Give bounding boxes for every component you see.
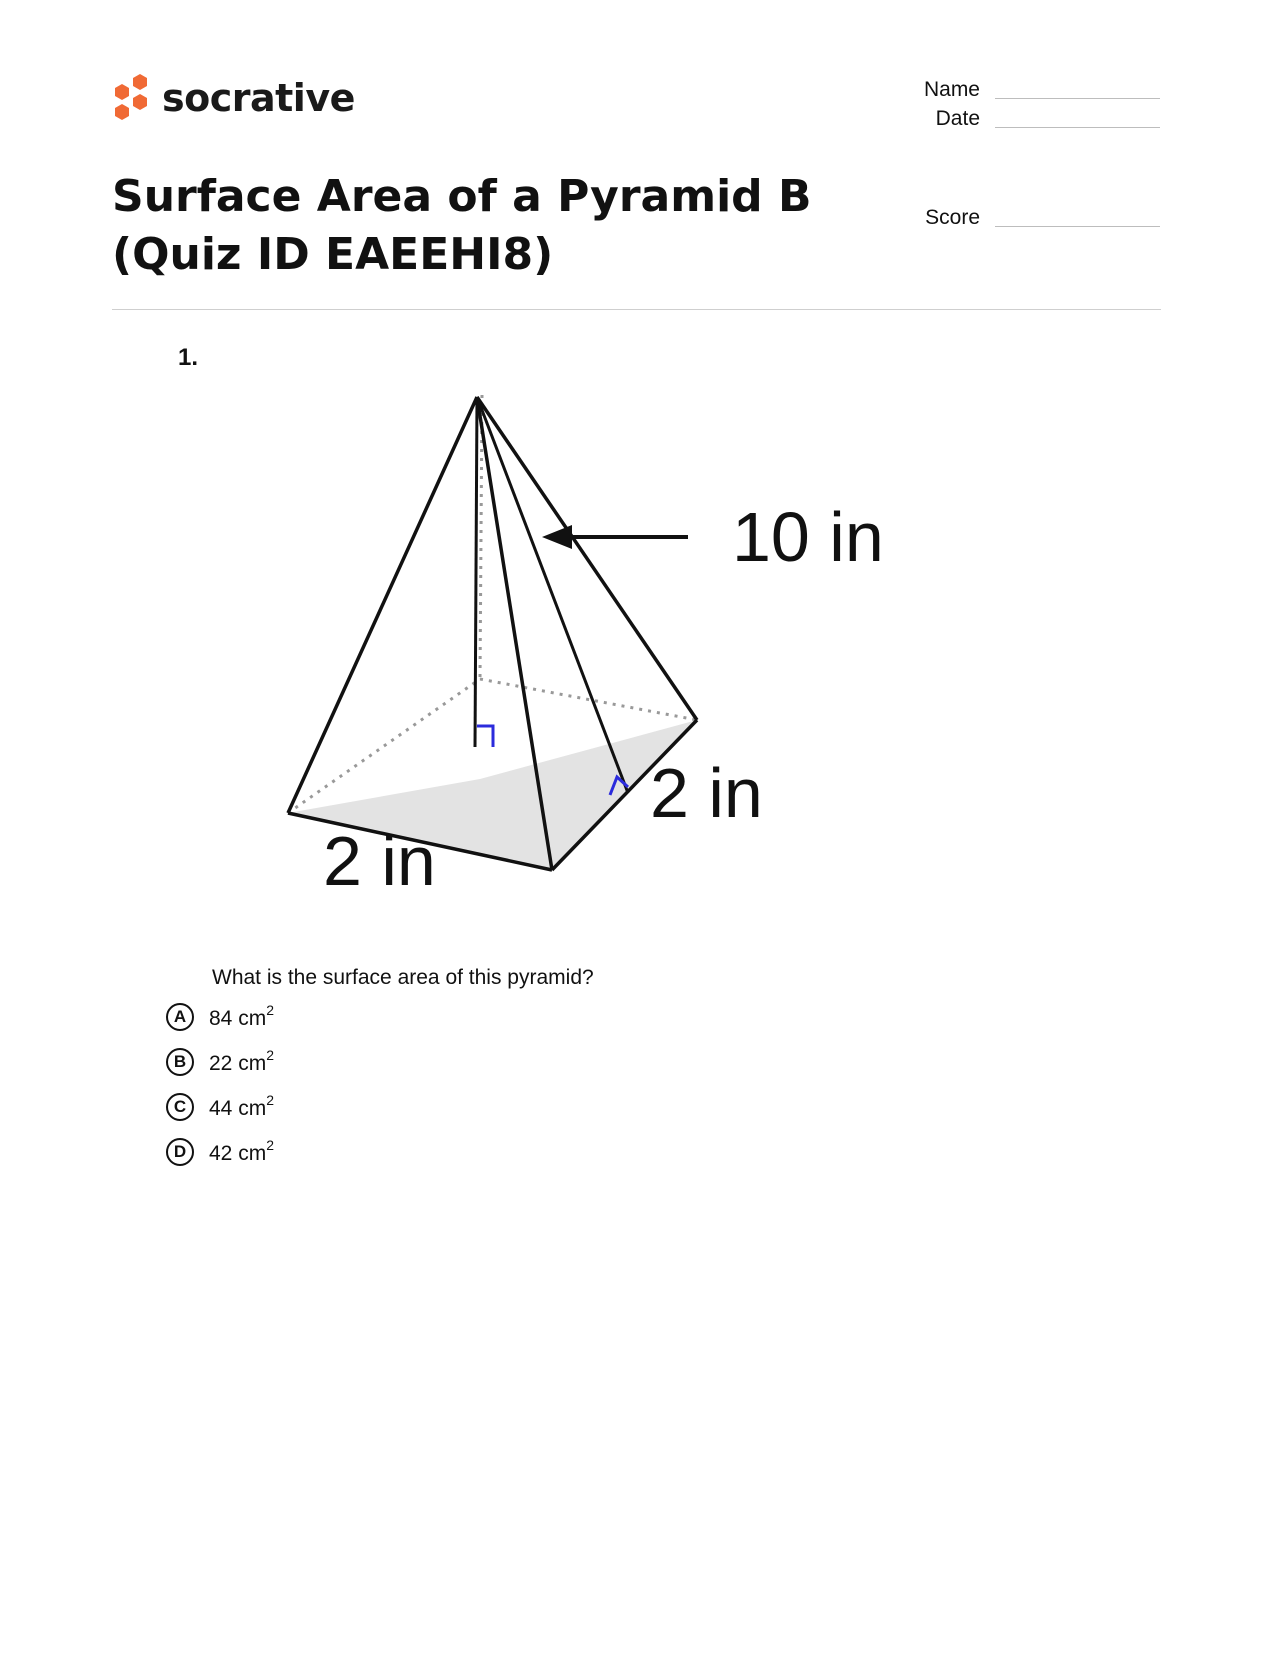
brand-name: socrative <box>162 76 355 120</box>
question-number: 1. <box>178 344 199 371</box>
option-c-value: 44 $cm^2$ <box>209 1091 274 1120</box>
pyramid-figure <box>270 385 950 925</box>
option-d[interactable] <box>166 1135 566 1169</box>
page-title <box>112 168 852 284</box>
slant-arrow-head <box>542 525 572 549</box>
right-side-label: 2 in <box>650 754 763 832</box>
hidden-edge-back-right <box>480 679 697 720</box>
slant-height-label: 10 in <box>732 498 884 576</box>
title-line-1: Surface Area of a Pyramid B <box>112 171 812 222</box>
front-side-label: 2 in <box>323 822 436 900</box>
date-label: Date <box>935 107 980 130</box>
option-b[interactable] <box>166 1045 566 1079</box>
right-angle-marker-height <box>477 726 493 747</box>
name-field[interactable] <box>880 78 1160 104</box>
option-c-bubble[interactable]: C <box>166 1093 194 1121</box>
name-label: Name <box>923 78 980 101</box>
option-a[interactable] <box>166 1000 566 1034</box>
option-b-bubble[interactable]: B <box>166 1048 194 1076</box>
edge-apex-left <box>288 397 477 813</box>
score-label: Score <box>925 206 980 229</box>
score-field[interactable] <box>880 206 1160 232</box>
option-a-value: 84 $cm^2$ <box>209 1001 274 1030</box>
date-field[interactable] <box>880 107 1160 133</box>
height-line <box>475 397 477 747</box>
header-divider <box>112 309 1161 310</box>
slant-height-line <box>477 397 628 793</box>
option-b-value: 22 $cm^2$ <box>209 1046 274 1075</box>
title-line-2: (Quiz ID EAEEHI8) <box>112 229 554 280</box>
score-line <box>995 226 1160 227</box>
option-a-bubble[interactable]: A <box>166 1003 194 1031</box>
option-c[interactable] <box>166 1090 566 1124</box>
name-line <box>995 98 1160 99</box>
date-line <box>995 127 1160 128</box>
question-text: What is the surface area of this pyramid? <box>212 966 594 989</box>
brand <box>112 72 355 124</box>
option-d-value: 42 $cm^2$ <box>209 1136 274 1165</box>
socrative-logo-icon <box>112 72 152 124</box>
edge-apex-right <box>477 397 697 720</box>
option-d-bubble[interactable]: D <box>166 1138 194 1166</box>
